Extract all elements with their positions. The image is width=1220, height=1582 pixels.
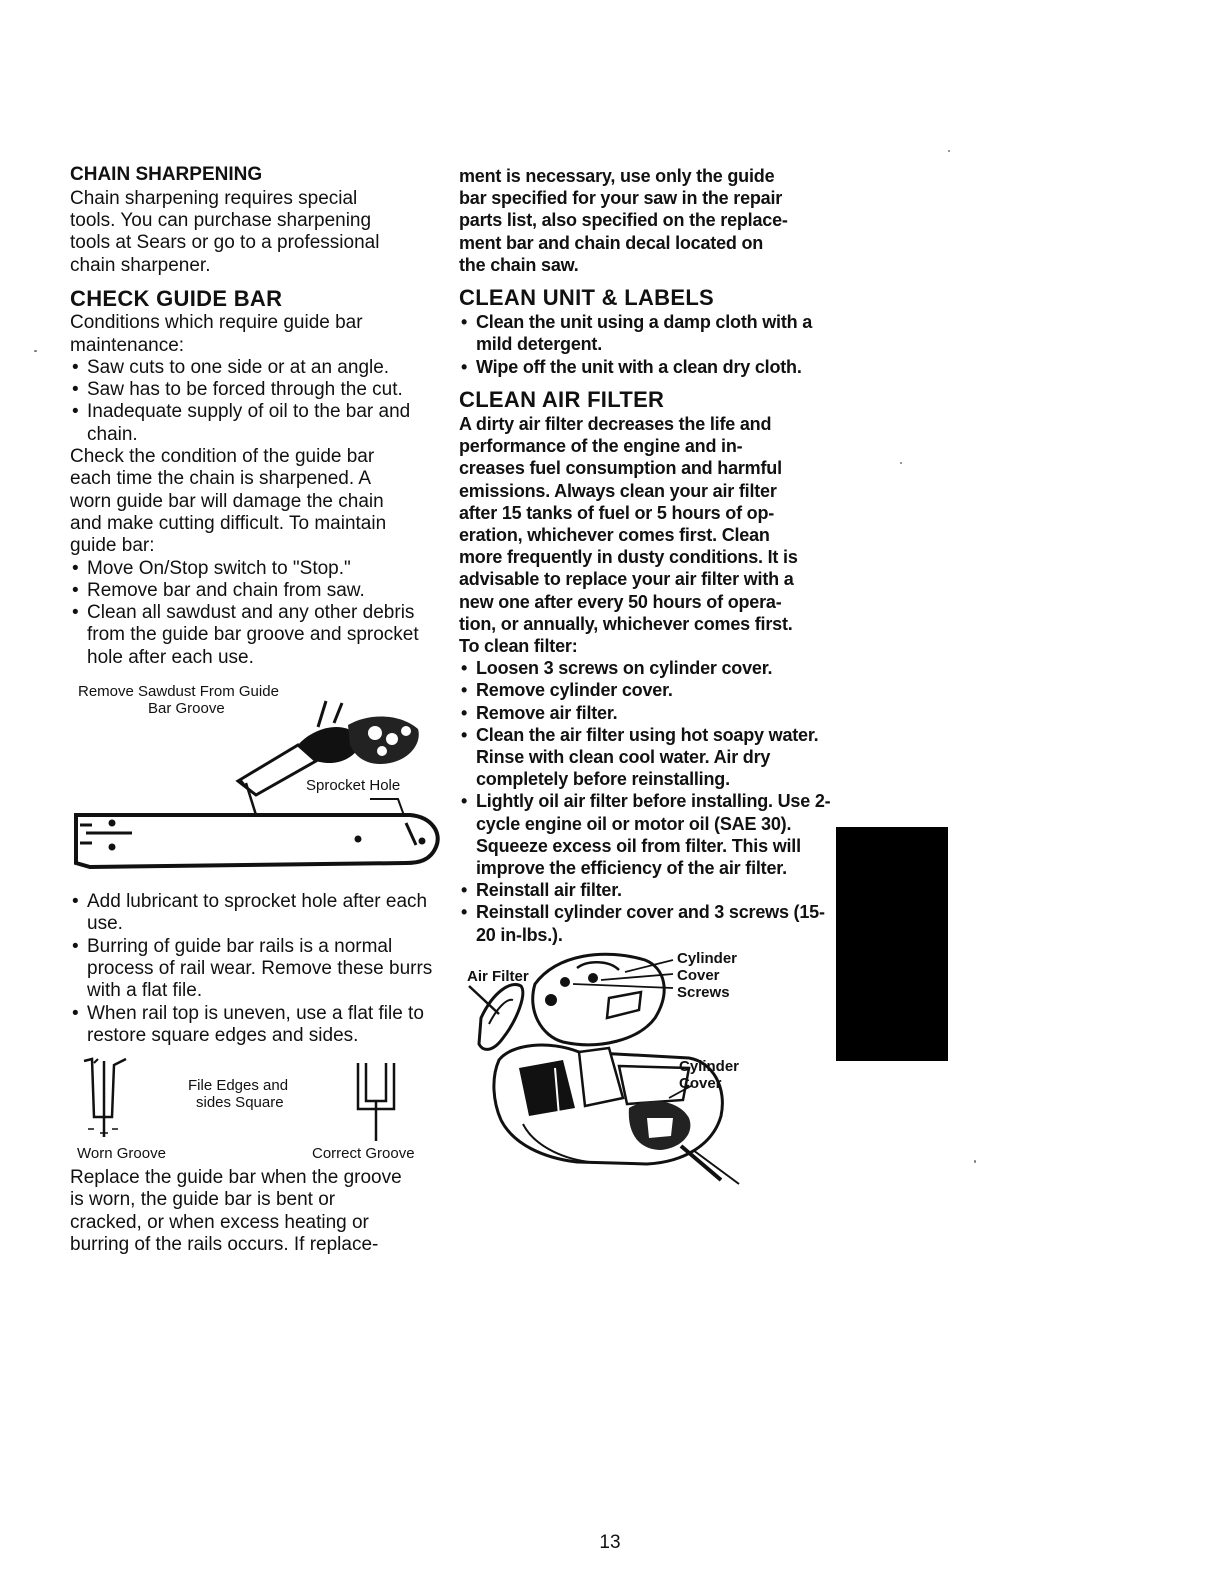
text-line: ment bar and chain decal located on xyxy=(459,232,764,253)
scan-speck xyxy=(900,462,902,464)
list-item: • Inadequate supply of oil to the bar and chain. xyxy=(70,401,450,446)
text-line: guide bar: xyxy=(70,535,155,557)
text-line: Check the condition of the guide bar xyxy=(70,446,375,468)
air-filter-steps-list xyxy=(459,657,839,946)
label-line: Cover xyxy=(679,1074,722,1092)
text-line: burring of the rails occurs. If replace- xyxy=(70,1233,379,1255)
text-line: tion, or annually, whichever comes first. xyxy=(459,613,793,634)
text-line: eration, whichever comes first. Clean xyxy=(459,525,770,546)
text-line: Replace the guide bar when the groove xyxy=(70,1167,402,1189)
check-guide-bar-heading: CHECK GUIDE BAR xyxy=(70,286,283,312)
scan-speck xyxy=(34,350,37,352)
section-thumb-tab xyxy=(836,827,948,1061)
replacement-continued-text xyxy=(459,165,839,276)
list-item: • Clean the unit using a damp cloth with a mild detergent. xyxy=(459,311,839,355)
scan-speck xyxy=(974,1160,976,1163)
list-item: • Clean the air filter using hot soapy water. Rinse with clean cool water. Air dry completely before reinstalling. xyxy=(459,724,839,791)
list-item: • Reinstall air filter. xyxy=(459,879,839,901)
worn-groove-icon xyxy=(82,1057,128,1141)
list-item: • Lightly oil air filter before installing. Use 2-cycle engine oil or motor oil (SAE 30). Squeeze excess oil from filter. This will improve the efficiency of the air filter. xyxy=(459,790,839,879)
label-line: Screws xyxy=(677,983,730,1001)
air-filter-text xyxy=(459,413,839,657)
clean-air-filter-section xyxy=(459,388,839,946)
list-item: • Remove cylinder cover. xyxy=(459,679,839,701)
label-line: File Edges and xyxy=(188,1077,289,1095)
list-item: • Move On/Stop switch to "Stop." xyxy=(70,558,450,580)
clean-unit-list xyxy=(459,311,839,378)
text-line: performance of the engine and in- xyxy=(459,436,743,457)
list-item: • Reinstall cylinder cover and 3 screws (15-20 in-lbs.). xyxy=(459,901,839,945)
page-number: 13 xyxy=(599,1532,621,1553)
worn-groove-label: Worn Groove xyxy=(77,1145,166,1163)
list-item: • Loosen 3 screws on cylinder cover. xyxy=(459,657,839,679)
scan-speck xyxy=(948,150,950,152)
label-line: Bar Groove xyxy=(148,700,225,718)
text-line: tools at Sears or go to a professional xyxy=(70,232,380,254)
correct-groove-icon xyxy=(354,1061,398,1145)
text-line: ment is necessary, use only the guide xyxy=(459,166,775,186)
cylinder-cover-screws-label xyxy=(677,950,737,1001)
text-line: more frequently in dusty conditions. It is xyxy=(459,547,798,568)
chain-sharpening-section xyxy=(70,165,450,277)
text-line: Conditions which require guide bar xyxy=(70,312,363,334)
list-item: • Saw has to be forced through the cut. xyxy=(70,379,450,401)
clean-air-filter-heading: CLEAN AIR FILTER xyxy=(459,386,665,412)
clean-unit-heading: CLEAN UNIT & LABELS xyxy=(459,285,715,311)
label-line: Cylinder xyxy=(677,949,738,967)
guide-bar-steps-list xyxy=(70,558,450,669)
list-item: • Saw cuts to one side or at an angle. xyxy=(70,357,450,379)
list-item: • Add lubricant to sprocket hole after each use. xyxy=(70,891,450,936)
replace-guide-bar-text xyxy=(70,1167,450,1256)
guide-bar-check-text xyxy=(70,446,450,557)
text-line: advisable to replace your air filter with a xyxy=(459,569,794,590)
label-line: Cylinder xyxy=(679,1057,740,1075)
guide-bar-intro xyxy=(70,312,450,357)
list-item: • Burring of guide bar rails is a normal process of rail wear. Remove these burrs with a flat file. xyxy=(70,936,450,1003)
file-edges-label xyxy=(188,1077,288,1111)
check-guide-bar-section xyxy=(70,287,450,669)
text-line: maintenance: xyxy=(70,334,185,356)
text-line: the chain saw. xyxy=(459,254,579,275)
label-line: Remove Sawdust From Guide xyxy=(78,683,279,701)
guide-bar-conditions-list xyxy=(70,357,450,446)
text-line: chain sharpener. xyxy=(70,254,211,276)
text-line: tools. You can purchase sharpening xyxy=(70,210,372,232)
text-line: To clean filter: xyxy=(459,636,578,657)
text-line: and make cutting difficult. To maintain xyxy=(70,512,387,534)
list-item: • Wipe off the unit with a clean dry cloth. xyxy=(459,356,839,378)
text-line: new one after every 50 hours of opera- xyxy=(459,591,782,612)
list-item: • Clean all sawdust and any other debris from the guide bar groove and sprocket hole after each use. xyxy=(70,602,450,669)
right-column xyxy=(459,165,839,1186)
air-filter-figure xyxy=(459,948,839,1186)
guide-bar-illustration xyxy=(70,683,450,873)
text-line: creases fuel consumption and harmful xyxy=(459,458,782,479)
text-line: emissions. Always clean your air filter xyxy=(459,480,777,501)
text-line: Chain sharpening requires special xyxy=(70,187,358,209)
text-line: after 15 tanks of fuel or 5 hours of op- xyxy=(459,502,775,523)
correct-groove-label: Correct Groove xyxy=(312,1145,415,1163)
text-line: bar specified for your saw in the repair xyxy=(459,188,783,209)
guide-bar-maintenance-list xyxy=(70,891,450,1047)
label-line: sides Square xyxy=(196,1094,284,1112)
groove-figure xyxy=(70,1057,450,1165)
list-item: • Remove air filter. xyxy=(459,702,839,724)
text-line: each time the chain is sharpened. A xyxy=(70,468,372,490)
cylinder-cover-label xyxy=(679,1058,739,1092)
chain-sharpening-heading: CHAIN SHARPENING xyxy=(70,164,263,185)
text-line: parts list, also specified on the replace- xyxy=(459,210,788,231)
label-line: Cover xyxy=(677,966,720,984)
text-line: worn guide bar will damage the chain xyxy=(70,490,384,512)
guide-bar-figure xyxy=(70,683,450,873)
text-line: is worn, the guide bar is bent or xyxy=(70,1189,336,1211)
air-filter-label: Air Filter xyxy=(467,967,529,985)
clean-unit-section xyxy=(459,286,839,378)
text-line: A dirty air filter decreases the life and xyxy=(459,414,772,434)
list-item: • When rail top is uneven, use a flat file to restore square edges and sides. xyxy=(70,1003,450,1048)
text-line: cracked, or when excess heating or xyxy=(70,1211,369,1233)
chain-sharpening-text xyxy=(70,188,450,277)
list-item: • Remove bar and chain from saw. xyxy=(70,580,450,602)
left-column xyxy=(70,165,450,1256)
sprocket-hole-label: Sprocket Hole xyxy=(306,777,401,795)
